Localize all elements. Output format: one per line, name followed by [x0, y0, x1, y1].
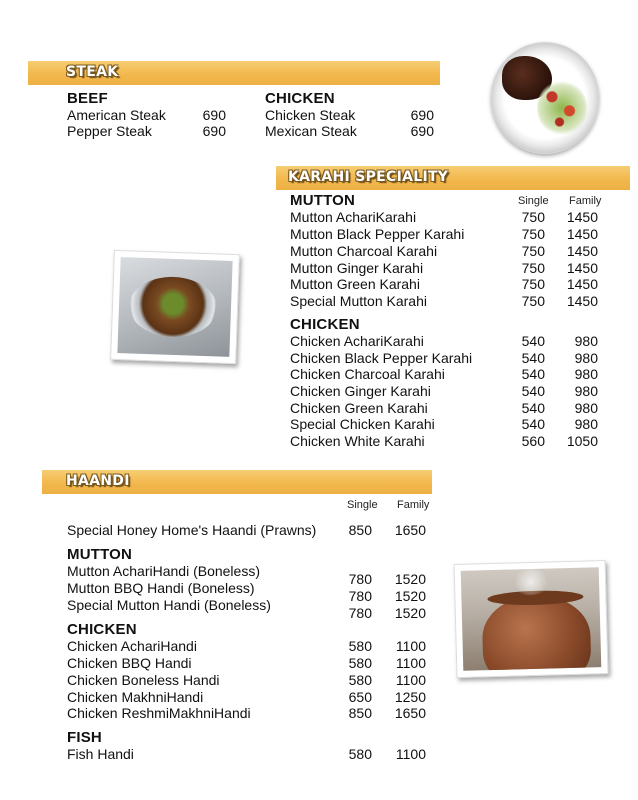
menu-item-family-price: 1450 [566, 243, 598, 259]
menu-item-single-price: 580 [348, 655, 372, 671]
haandi-col-single: Single [347, 499, 378, 511]
haandi-title: HAANDI [66, 473, 130, 489]
menu-item-family-price: 980 [574, 366, 598, 382]
haandi-mutton-heading: MUTTON [67, 546, 133, 563]
karahi-photo [110, 250, 240, 364]
menu-item-name: Chicken BBQ Handi [67, 655, 192, 671]
menu-item-name: Mexican Steak [265, 123, 357, 139]
menu-item-name: Mutton AchariHandi (Boneless) [67, 563, 260, 579]
menu-item-single-price: 750 [521, 209, 545, 225]
menu-item-name: Mutton Green Karahi [290, 276, 420, 292]
menu-item-single-price: 780 [348, 571, 372, 587]
menu-item-name: Chicken Green Karahi [290, 400, 428, 416]
menu-item-single-price: 750 [521, 226, 545, 242]
menu-item-single-price: 650 [348, 689, 372, 705]
menu-item-name: Chicken White Karahi [290, 433, 425, 449]
menu-item-family-price: 1250 [394, 689, 426, 705]
menu-item-name: Fish Handi [67, 746, 134, 762]
menu-item-single-price: 540 [521, 400, 545, 416]
menu-item-name: Mutton AchariKarahi [290, 209, 417, 225]
steak-plate-photo [491, 42, 599, 154]
salad-image [537, 80, 587, 136]
menu-item-single-price: 580 [348, 672, 372, 688]
menu-item-family-price: 1450 [566, 293, 598, 309]
menu-item-family-price: 1100 [395, 672, 426, 688]
menu-item-name: Chicken AchariHandi [67, 638, 197, 654]
menu-item-name: Mutton Black Pepper Karahi [290, 226, 465, 242]
menu-item-family-price: 1520 [394, 605, 426, 621]
haandi-col-family: Family [397, 499, 430, 511]
menu-item-name: Chicken AchariKarahi [290, 333, 424, 349]
menu-item-family-price: 1450 [566, 276, 598, 292]
menu-item-family-price: 980 [574, 333, 598, 349]
menu-item-name: Special Mutton Handi (Boneless) [67, 597, 271, 613]
menu-item-family-price: 980 [574, 400, 598, 416]
menu-item-single-price: 540 [521, 366, 545, 382]
menu-item-name: Chicken MakhniHandi [67, 689, 204, 705]
steak-header-band [28, 61, 440, 85]
menu-item-name: Chicken ReshmiMakhniHandi [67, 705, 251, 721]
menu-item-name: Chicken Charcoal Karahi [290, 366, 445, 382]
special-item-single-price: 850 [348, 522, 372, 538]
menu-item-name: Chicken Steak [265, 107, 356, 123]
menu-item-price: 690 [410, 123, 434, 139]
menu-item-single-price: 780 [348, 588, 372, 604]
menu-item-single-price: 780 [348, 605, 372, 621]
menu-item-single-price: 750 [521, 293, 545, 309]
menu-item-family-price: 1450 [566, 209, 598, 225]
menu-item-family-price: 1450 [566, 226, 598, 242]
menu-item-single-price: 560 [521, 433, 545, 449]
menu-item-single-price: 750 [521, 276, 545, 292]
menu-item-name: Special Chicken Karahi [290, 416, 435, 432]
menu-item-single-price: 750 [521, 243, 545, 259]
menu-item-family-price: 980 [574, 416, 598, 432]
karahi-dish-image [117, 257, 232, 357]
menu-item-name: American Steak [67, 107, 166, 123]
haandi-header-band [42, 470, 432, 494]
menu-item-single-price: 540 [521, 416, 545, 432]
menu-item-single-price: 580 [348, 746, 372, 762]
menu-item-single-price: 540 [521, 333, 545, 349]
menu-item-family-price: 1520 [394, 588, 426, 604]
menu-item-single-price: 850 [348, 705, 372, 721]
menu-item-family-price: 1100 [395, 655, 426, 671]
haandi-pot-image [461, 567, 602, 671]
menu-item-family-price: 1100 [395, 746, 426, 762]
menu-item-single-price: 540 [521, 350, 545, 366]
menu-item-name: Mutton Charcoal Karahi [290, 243, 438, 259]
haandi-photo [454, 560, 609, 678]
haandi-fish-heading: FISH [67, 729, 102, 746]
menu-item-family-price: 1520 [394, 571, 426, 587]
steak-chicken-heading: CHICKEN [265, 90, 335, 107]
menu-item-name: Pepper Steak [67, 123, 152, 139]
menu-item-single-price: 540 [521, 383, 545, 399]
menu-item-price: 690 [202, 107, 226, 123]
menu-item-family-price: 1100 [395, 638, 426, 654]
menu-item-family-price: 1450 [566, 260, 598, 276]
menu-item-single-price: 580 [348, 638, 372, 654]
karahi-chicken-heading: CHICKEN [290, 316, 360, 333]
menu-item-price: 690 [202, 123, 226, 139]
menu-item-name: Mutton BBQ Handi (Boneless) [67, 580, 255, 596]
karahi-col-family: Family [569, 195, 602, 207]
menu-item-name: Chicken Black Pepper Karahi [290, 350, 473, 366]
menu-item-family-price: 980 [574, 350, 598, 366]
menu-item-family-price: 1650 [394, 705, 426, 721]
menu-item-name: Mutton Ginger Karahi [290, 260, 424, 276]
karahi-title: KARAHI SPECIALITY [288, 169, 449, 185]
menu-item-name: Special Mutton Karahi [290, 293, 427, 309]
karahi-col-single: Single [518, 195, 549, 207]
special-item-family-price: 1650 [394, 522, 426, 538]
steak-title: STEAK [66, 64, 119, 80]
karahi-mutton-heading: MUTTON [290, 192, 356, 209]
special-item-name: Special Honey Home's Haandi (Prawns) [67, 522, 317, 538]
menu-item-name: Chicken Ginger Karahi [290, 383, 431, 399]
menu-item-family-price: 980 [574, 383, 598, 399]
karahi-header-band [276, 166, 630, 190]
menu-item-single-price: 750 [521, 260, 545, 276]
menu-item-price: 690 [410, 107, 434, 123]
menu-item-family-price: 1050 [566, 433, 598, 449]
menu-item-name: Chicken Boneless Handi [67, 672, 220, 688]
steak-beef-heading: BEEF [67, 90, 108, 107]
haandi-chicken-heading: CHICKEN [67, 621, 137, 638]
